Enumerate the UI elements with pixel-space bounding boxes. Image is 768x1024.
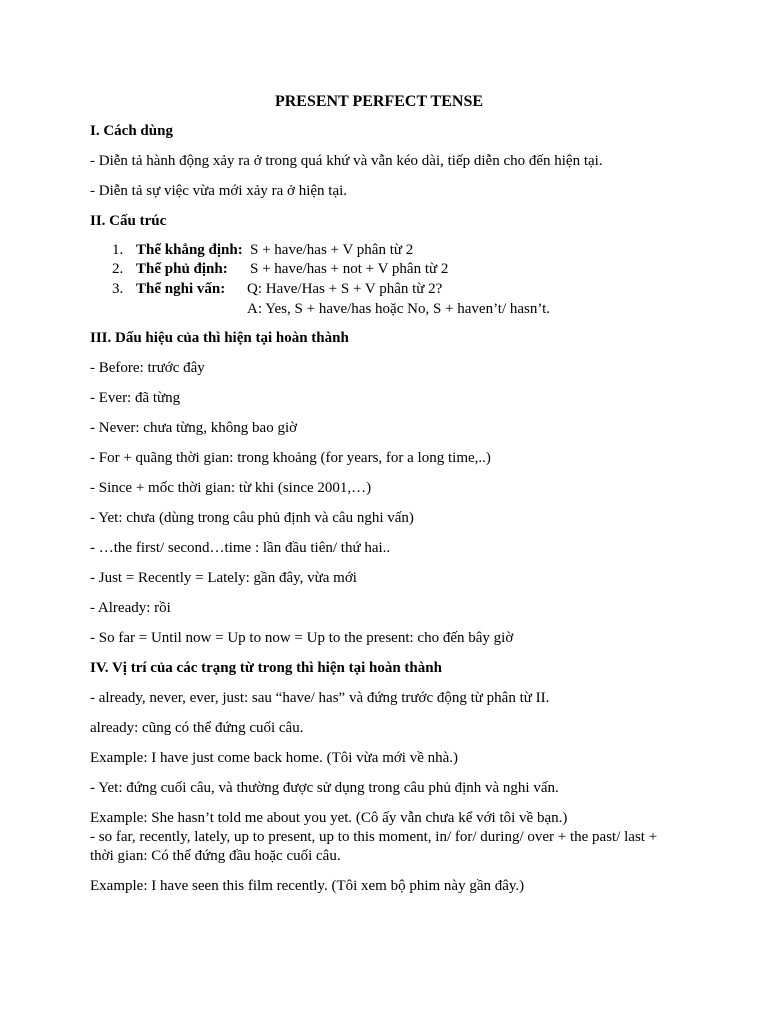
signal-line: - For + quãng thời gian: trong khoảng (for years, for a long time,..) bbox=[90, 450, 491, 466]
signal-line: - Just = Recently = Lately: gần đây, vừa mới bbox=[90, 570, 357, 586]
structure-formula: S + have/has + V phân từ 2 bbox=[250, 242, 414, 258]
section-4-heading: IV. Vị trí của các trạng từ trong thì hiện tại hoàn thành bbox=[90, 660, 442, 676]
structure-list bbox=[90, 240, 680, 319]
document-page bbox=[90, 93, 680, 896]
position-line-wrap-2: thời gian: Có thể đứng đầu hoặc cuối câu. bbox=[90, 848, 341, 864]
structure-formula: A: Yes, S + have/has hoặc No, S + haven’t/ hasn’t. bbox=[247, 301, 551, 317]
example-line: Example: She hasn’t told me about you yet. (Cô ấy vẫn chưa kể với tôi về bạn.) bbox=[90, 810, 568, 826]
structure-item-negative bbox=[90, 259, 680, 279]
example-line: Example: I have seen this film recently. (Tôi xem bộ phim này gần đây.) bbox=[90, 878, 525, 894]
structure-formula: Q: Have/Has + S + V phân từ 2? bbox=[247, 281, 443, 297]
position-line: - Yet: đứng cuối câu, và thường được sử dụng trong câu phủ định và nghi vấn. bbox=[90, 780, 559, 796]
signal-line: - So far = Until now = Up to now = Up to the present: cho đến bây giờ bbox=[90, 630, 514, 646]
structure-label: Thể phủ định: bbox=[136, 261, 228, 277]
structure-label: Thể nghi vấn: bbox=[136, 281, 226, 297]
section-1-heading: I. Cách dùng bbox=[90, 123, 173, 139]
signal-line: - Since + mốc thời gian: từ khi (since 2001,…) bbox=[90, 480, 372, 496]
usage-line-2: - Diễn tả sự việc vừa mới xảy ra ở hiện tại. bbox=[90, 183, 348, 199]
signal-line: - Never: chưa từng, không bao giờ bbox=[90, 420, 298, 436]
list-number: 1. bbox=[112, 242, 124, 258]
signal-line: - Already: rồi bbox=[90, 600, 171, 616]
list-number: 3. bbox=[112, 281, 124, 297]
signal-line: - …the first/ second…time : lần đầu tiên/ thứ hai.. bbox=[90, 540, 391, 556]
structure-label: Thể khẳng định: bbox=[136, 242, 243, 258]
section-2-heading: II. Cấu trúc bbox=[90, 213, 167, 229]
signal-line: - Yet: chưa (dùng trong câu phủ định và câu nghi vấn) bbox=[90, 510, 414, 526]
structure-item-interrogative bbox=[90, 279, 680, 299]
structure-item-answer bbox=[90, 299, 680, 319]
position-line: already: cũng có thể đứng cuối câu. bbox=[90, 720, 304, 736]
position-line-wrap-1: - so far, recently, lately, up to present, up to this moment, in/ for/ during/ over + the past/ last + bbox=[90, 829, 658, 845]
structure-item-affirmative bbox=[90, 240, 680, 260]
usage-line-1: - Diễn tả hành động xảy ra ở trong quá khứ và vẫn kéo dài, tiếp diễn cho đến hiện tại. bbox=[90, 153, 603, 169]
list-number: 2. bbox=[112, 261, 124, 277]
example-line: Example: I have just come back home. (Tôi vừa mới về nhà.) bbox=[90, 750, 459, 766]
signal-line: - Before: trước đây bbox=[90, 360, 205, 376]
position-line: - already, never, ever, just: sau “have/ has” và đứng trước động từ phân từ II. bbox=[90, 690, 550, 706]
structure-formula: S + have/has + not + V phân từ 2 bbox=[250, 261, 449, 277]
signal-line: - Ever: đã từng bbox=[90, 390, 181, 406]
section-3-heading: III. Dấu hiệu của thì hiện tại hoàn thành bbox=[90, 330, 349, 346]
page-title: PRESENT PERFECT TENSE bbox=[274, 93, 484, 110]
